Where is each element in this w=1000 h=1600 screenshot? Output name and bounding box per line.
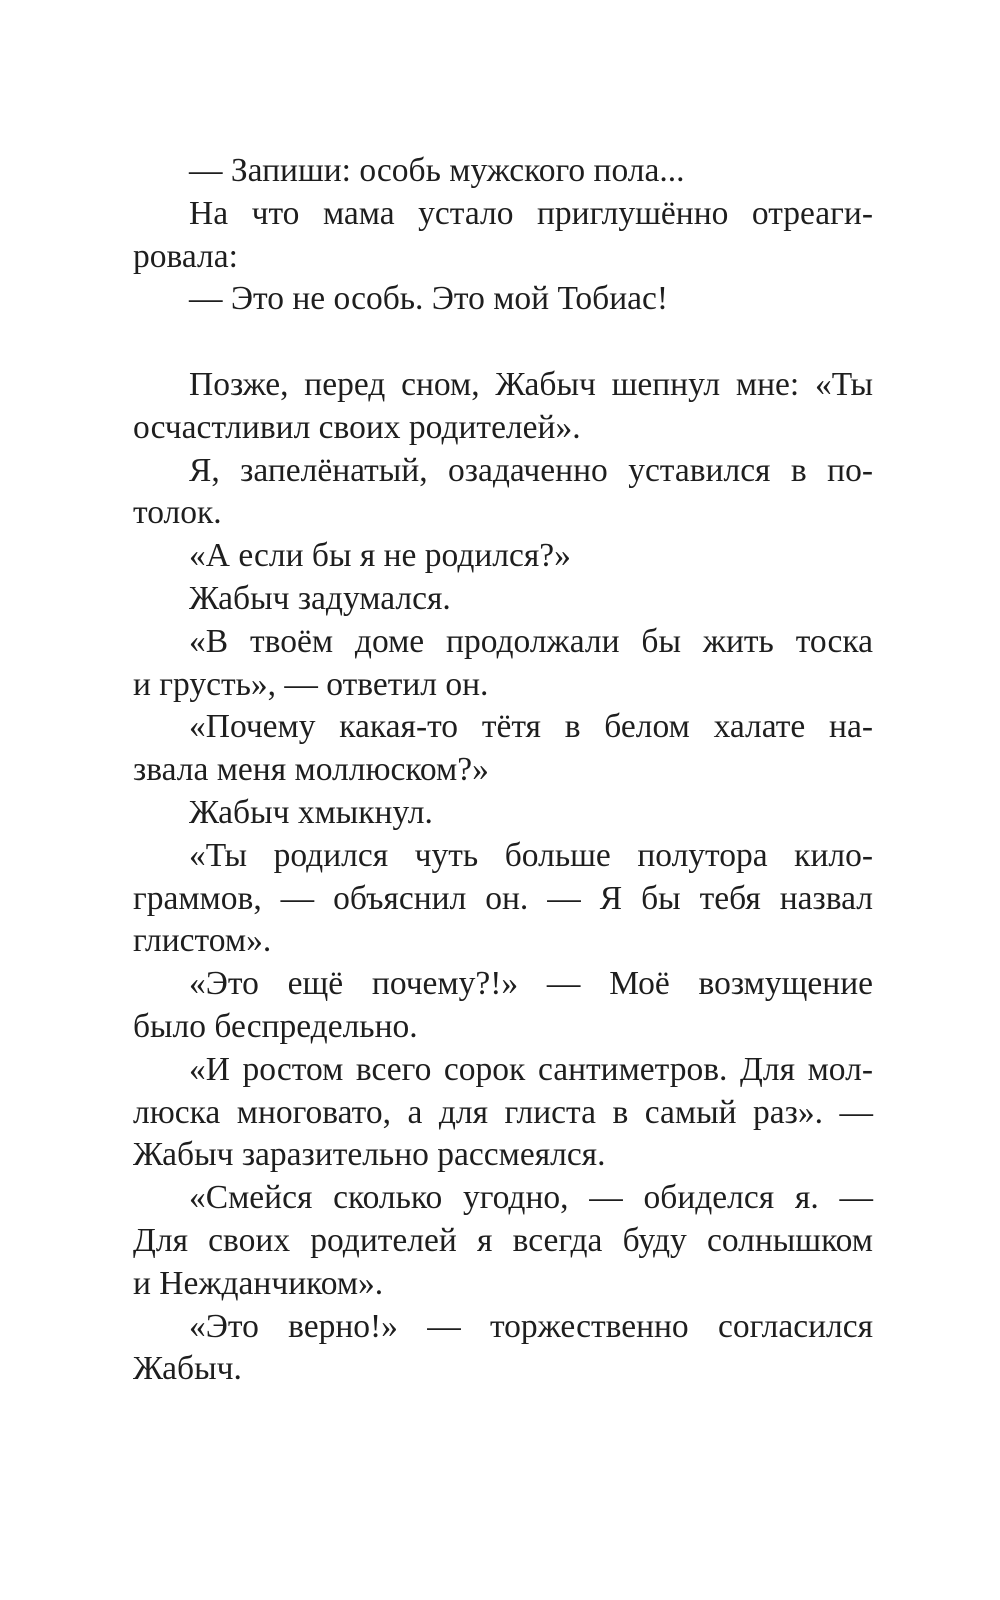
paragraph — [133, 1306, 873, 1392]
text-line: и Нежданчиком». — [133, 1264, 384, 1302]
text-line: Жабыч хмыкнул. — [189, 793, 433, 831]
text-line: Жабыч заразительно рассмеялся. — [133, 1136, 606, 1174]
text-line: граммов, — объяснил он. — Я бы тебя назвал — [133, 879, 873, 917]
text-line: На что мама устало приглушённо отреаги- — [189, 194, 873, 232]
paragraph — [133, 150, 873, 193]
paragraph — [133, 706, 873, 792]
text-line: Жабыч задумался. — [189, 579, 451, 617]
text-line: «А если бы я не родился?» — [189, 537, 571, 575]
text-line: Позже, перед сном, Жабыч шепнул мне: «Ты — [189, 365, 873, 403]
text-line: «В твоём доме продолжали бы жить тоска — [189, 622, 873, 660]
text-line: — Это не особь. Это мой Тобиас! — [189, 280, 669, 318]
text-line: толок. — [133, 494, 222, 532]
paragraph — [133, 963, 873, 1049]
paragraph — [133, 792, 873, 835]
text-line: «Это ещё почему?!» — Моё возмущение — [189, 965, 873, 1003]
paragraph — [133, 193, 873, 279]
paragraph — [133, 835, 873, 963]
text-line: ровала: — [133, 237, 238, 275]
text-line: звала меня моллюском?» — [133, 751, 489, 789]
paragraph — [133, 278, 873, 321]
text-line: «Смейся сколько угодно, — обиделся я. — — [189, 1179, 873, 1217]
text-line: было беспредельно. — [133, 1007, 418, 1045]
text-line: — Запиши: особь мужского пола... — [189, 152, 685, 189]
paragraph — [133, 535, 873, 578]
text-line: осчастливил своих родителей». — [133, 408, 581, 446]
text-line: глистом». — [133, 922, 272, 960]
page-text — [133, 150, 873, 1391]
text-line: Я, запелёнатый, озадаченно уставился в по- — [189, 451, 873, 489]
text-line: «Это верно!» — торжественно согласился — [189, 1307, 873, 1345]
paragraph — [133, 1177, 873, 1305]
text-line: «Почему какая-то тётя в белом халате на- — [189, 708, 873, 746]
section-break — [133, 321, 873, 364]
paragraph — [133, 450, 873, 536]
paragraph — [133, 621, 873, 707]
paragraph — [133, 578, 873, 621]
text-line: люска многовато, а для глиста в самый раз». — — [133, 1093, 873, 1131]
text-line: «Ты родился чуть больше полутора кило- — [189, 836, 873, 874]
text-line: и грусть», — ответил он. — [133, 665, 489, 703]
paragraph — [133, 1049, 873, 1177]
paragraph — [133, 364, 873, 450]
text-line: «И ростом всего сорок сантиметров. Для мол- — [189, 1050, 873, 1088]
text-line: Жабыч. — [133, 1350, 242, 1388]
text-line: Для своих родителей я всегда буду солнышком — [133, 1221, 873, 1259]
